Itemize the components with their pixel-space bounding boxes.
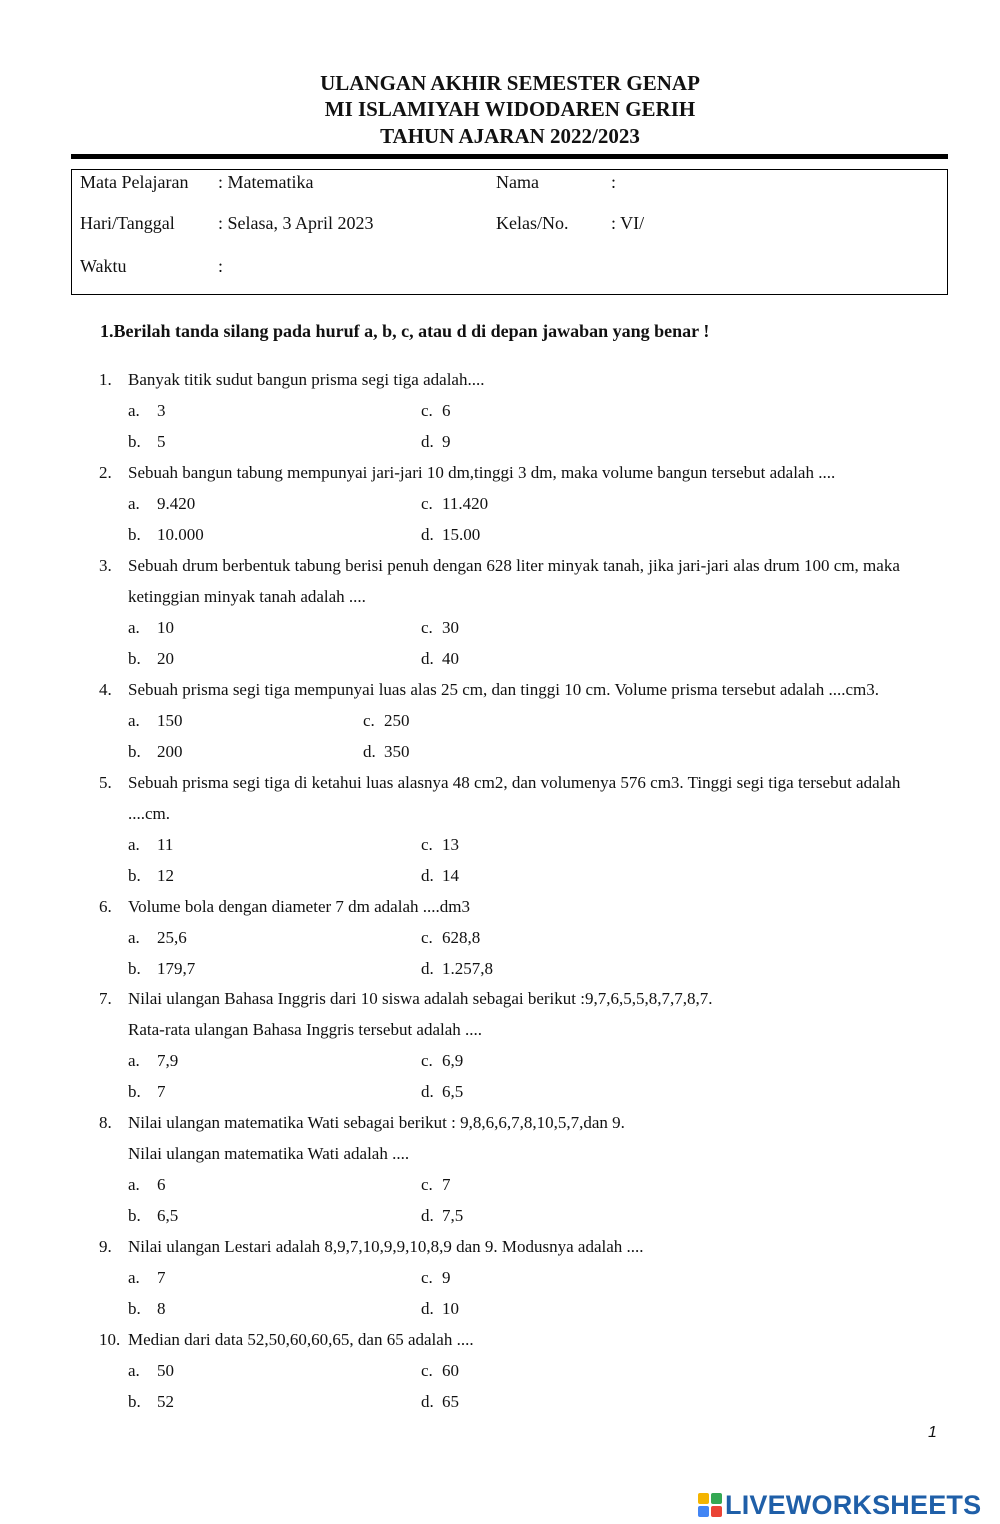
liveworksheets-brand[interactable] xyxy=(698,1488,998,1522)
option-value[interactable]: 6,5 xyxy=(442,1082,464,1101)
option-letter[interactable]: d. xyxy=(421,432,434,451)
option-value[interactable]: 11 xyxy=(157,835,174,854)
option-letter[interactable]: d. xyxy=(421,649,434,668)
question-text: ketinggian minyak tanah adalah .... xyxy=(128,587,366,606)
option-letter[interactable]: b. xyxy=(128,649,141,668)
logo-square-red xyxy=(711,1506,722,1517)
option-letter[interactable]: b. xyxy=(128,959,141,978)
option-letter[interactable]: a. xyxy=(128,1268,140,1287)
option-value[interactable]: 15.00 xyxy=(442,525,481,544)
option-letter[interactable]: a. xyxy=(128,401,140,420)
option-value[interactable]: 200 xyxy=(157,742,183,761)
option-letter[interactable]: a. xyxy=(128,835,140,854)
question-text: Volume bola dengan diameter 7 dm adalah ....dm3 xyxy=(128,897,470,916)
date-label: Hari/Tanggal xyxy=(80,213,175,233)
option-value[interactable]: 8 xyxy=(157,1299,166,1318)
question-text: Rata-rata ulangan Bahasa Inggris tersebut adalah .... xyxy=(128,1020,483,1039)
option-letter[interactable]: b. xyxy=(128,742,141,761)
option-value[interactable]: 7 xyxy=(157,1268,166,1287)
option-letter[interactable]: d. xyxy=(421,866,434,885)
option-letter[interactable]: d. xyxy=(421,1299,434,1318)
logo-square-green xyxy=(711,1493,722,1504)
option-value[interactable]: 6 xyxy=(442,401,451,420)
option-value[interactable]: 1.257,8 xyxy=(442,959,493,978)
option-letter[interactable]: c. xyxy=(421,1051,433,1070)
time-value[interactable]: : xyxy=(218,256,224,276)
brand-text: LIVEWORKSHEETS xyxy=(725,1489,982,1520)
page-number: 1 xyxy=(928,1424,937,1441)
option-value[interactable]: 11.420 xyxy=(442,494,489,513)
option-value[interactable]: 60 xyxy=(442,1361,459,1380)
option-letter[interactable]: c. xyxy=(421,401,433,420)
option-value[interactable]: 150 xyxy=(157,711,183,730)
option-value[interactable]: 5 xyxy=(157,432,166,451)
header-rule-thin xyxy=(71,158,948,159)
name-label: Nama xyxy=(496,172,539,192)
option-value[interactable]: 7 xyxy=(157,1082,166,1101)
document-title-line2: MI ISLAMIYAH WIDODAREN GERIH xyxy=(324,97,696,121)
option-value[interactable]: 6,9 xyxy=(442,1051,464,1070)
option-value[interactable]: 6 xyxy=(157,1175,166,1194)
option-value[interactable]: 7,5 xyxy=(442,1206,464,1225)
option-letter[interactable]: a. xyxy=(128,494,140,513)
option-value[interactable]: 9.420 xyxy=(157,494,196,513)
liveworksheets-logo-icon xyxy=(698,1493,722,1517)
option-letter[interactable]: b. xyxy=(128,525,141,544)
question-text: Banyak titik sudut bangun prisma segi tiga adalah.... xyxy=(128,370,485,389)
option-value[interactable]: 7 xyxy=(442,1175,451,1194)
option-value[interactable]: 10 xyxy=(157,618,174,637)
logo-square-yellow xyxy=(698,1493,709,1504)
option-value[interactable]: 52 xyxy=(157,1392,174,1411)
option-value[interactable]: 14 xyxy=(442,866,459,885)
option-value[interactable]: 30 xyxy=(442,618,459,637)
option-letter[interactable]: a. xyxy=(128,1051,140,1070)
option-letter[interactable]: d. xyxy=(421,959,434,978)
question-number: 10. xyxy=(99,1330,121,1349)
option-letter[interactable]: a. xyxy=(128,711,140,730)
question-number: 2. xyxy=(99,463,112,482)
option-letter[interactable]: a. xyxy=(128,618,140,637)
question-number: 9. xyxy=(99,1237,112,1256)
question-text: Nilai ulangan Bahasa Inggris dari 10 siswa adalah sebagai berikut :9,7,6,5,5,8,7,7,8,7. xyxy=(128,989,713,1008)
option-letter[interactable]: d. xyxy=(421,1206,434,1225)
question-text: Sebuah prisma segi tiga di ketahui luas alasnya 48 cm2, dan volumenya 576 cm3. Tinggi segi tiga tersebut adalah xyxy=(128,773,901,792)
question-number: 1. xyxy=(99,370,112,389)
option-value[interactable]: 12 xyxy=(157,866,174,885)
question-text: Sebuah bangun tabung mempunyai jari-jari 10 dm,tinggi 3 dm, maka volume bangun tersebut adalah .... xyxy=(128,463,836,482)
option-value[interactable]: 179,7 xyxy=(157,959,196,978)
option-value[interactable]: 50 xyxy=(157,1361,174,1380)
option-letter[interactable]: d. xyxy=(421,1082,434,1101)
option-value[interactable]: 9 xyxy=(442,1268,451,1287)
option-letter[interactable]: a. xyxy=(128,1361,140,1380)
question-number: 5. xyxy=(99,773,112,792)
option-value[interactable]: 7,9 xyxy=(157,1051,179,1070)
option-letter[interactable]: c. xyxy=(421,618,433,637)
option-letter[interactable]: b. xyxy=(128,866,141,885)
option-value[interactable]: 40 xyxy=(442,649,459,668)
option-value[interactable]: 250 xyxy=(384,711,410,730)
question-text: Median dari data 52,50,60,60,65, dan 65 adalah .... xyxy=(128,1330,474,1349)
header-rule-thick xyxy=(71,154,948,158)
option-letter[interactable]: c. xyxy=(421,835,433,854)
name-field[interactable]: : xyxy=(611,172,617,192)
option-letter[interactable]: d. xyxy=(421,525,434,544)
logo-square-blue xyxy=(698,1506,709,1517)
question-number: 3. xyxy=(99,556,112,575)
option-letter[interactable]: a. xyxy=(128,1175,140,1194)
question-text: Sebuah drum berbentuk tabung berisi penuh dengan 628 liter minyak tanah, jika jari-jari alas drum 100 cm, maka xyxy=(128,556,900,575)
option-letter[interactable]: c. xyxy=(421,1175,433,1194)
option-letter[interactable]: b. xyxy=(128,1392,141,1411)
option-letter[interactable]: a. xyxy=(128,928,140,947)
question-text: Nilai ulangan matematika Wati adalah .... xyxy=(128,1144,410,1163)
option-letter[interactable]: b. xyxy=(128,1206,141,1225)
section-instruction: 1.Berilah tanda silang pada huruf a, b, c, atau d di depan jawaban yang benar ! xyxy=(100,321,710,341)
option-letter[interactable]: b. xyxy=(128,1299,141,1318)
option-letter[interactable]: d. xyxy=(363,742,376,761)
option-value[interactable]: 10 xyxy=(442,1299,459,1318)
option-value[interactable]: 3 xyxy=(157,401,166,420)
time-label: Waktu xyxy=(80,256,127,276)
question-text: Nilai ulangan matematika Wati sebagai berikut : 9,8,6,6,7,8,10,5,7,dan 9. xyxy=(128,1113,625,1132)
question-text: ....cm. xyxy=(128,804,171,823)
class-field[interactable]: : VI/ xyxy=(611,213,645,233)
option-value[interactable]: 25,6 xyxy=(157,928,187,947)
class-label: Kelas/No. xyxy=(496,213,569,233)
option-letter[interactable]: c. xyxy=(421,494,433,513)
option-value[interactable]: 9 xyxy=(442,432,451,451)
option-letter[interactable]: c. xyxy=(363,711,375,730)
document-title-line1: ULANGAN AKHIR SEMESTER GENAP xyxy=(320,71,700,95)
question-number: 8. xyxy=(99,1113,112,1132)
option-letter[interactable]: c. xyxy=(421,1268,433,1287)
option-letter[interactable]: b. xyxy=(128,1082,141,1101)
question-number: 6. xyxy=(99,897,112,916)
option-letter[interactable]: d. xyxy=(421,1392,434,1411)
question-text: Nilai ulangan Lestari adalah 8,9,7,10,9,9,10,8,9 dan 9. Modusnya adalah .... xyxy=(128,1237,644,1256)
option-letter[interactable]: c. xyxy=(421,928,433,947)
option-value[interactable]: 6,5 xyxy=(157,1206,179,1225)
option-value[interactable]: 628,8 xyxy=(442,928,481,947)
subject-label: Mata Pelajaran xyxy=(80,172,189,192)
option-letter[interactable]: b. xyxy=(128,432,141,451)
option-value[interactable]: 10.000 xyxy=(157,525,204,544)
question-number: 4. xyxy=(99,680,112,699)
subject-value: : Matematika xyxy=(218,172,314,192)
question-number: 7. xyxy=(99,989,112,1008)
option-value[interactable]: 20 xyxy=(157,649,174,668)
question-text: Sebuah prisma segi tiga mempunyai luas alas 25 cm, dan tinggi 10 cm. Volume prisma tersebut adalah ....cm3. xyxy=(128,680,879,699)
option-letter[interactable]: c. xyxy=(421,1361,433,1380)
option-value[interactable]: 350 xyxy=(384,742,410,761)
option-value[interactable]: 65 xyxy=(442,1392,459,1411)
document-title-line3: TAHUN AJARAN 2022/2023 xyxy=(380,124,640,148)
date-value: : Selasa, 3 April 2023 xyxy=(218,213,374,233)
option-value[interactable]: 13 xyxy=(442,835,459,854)
